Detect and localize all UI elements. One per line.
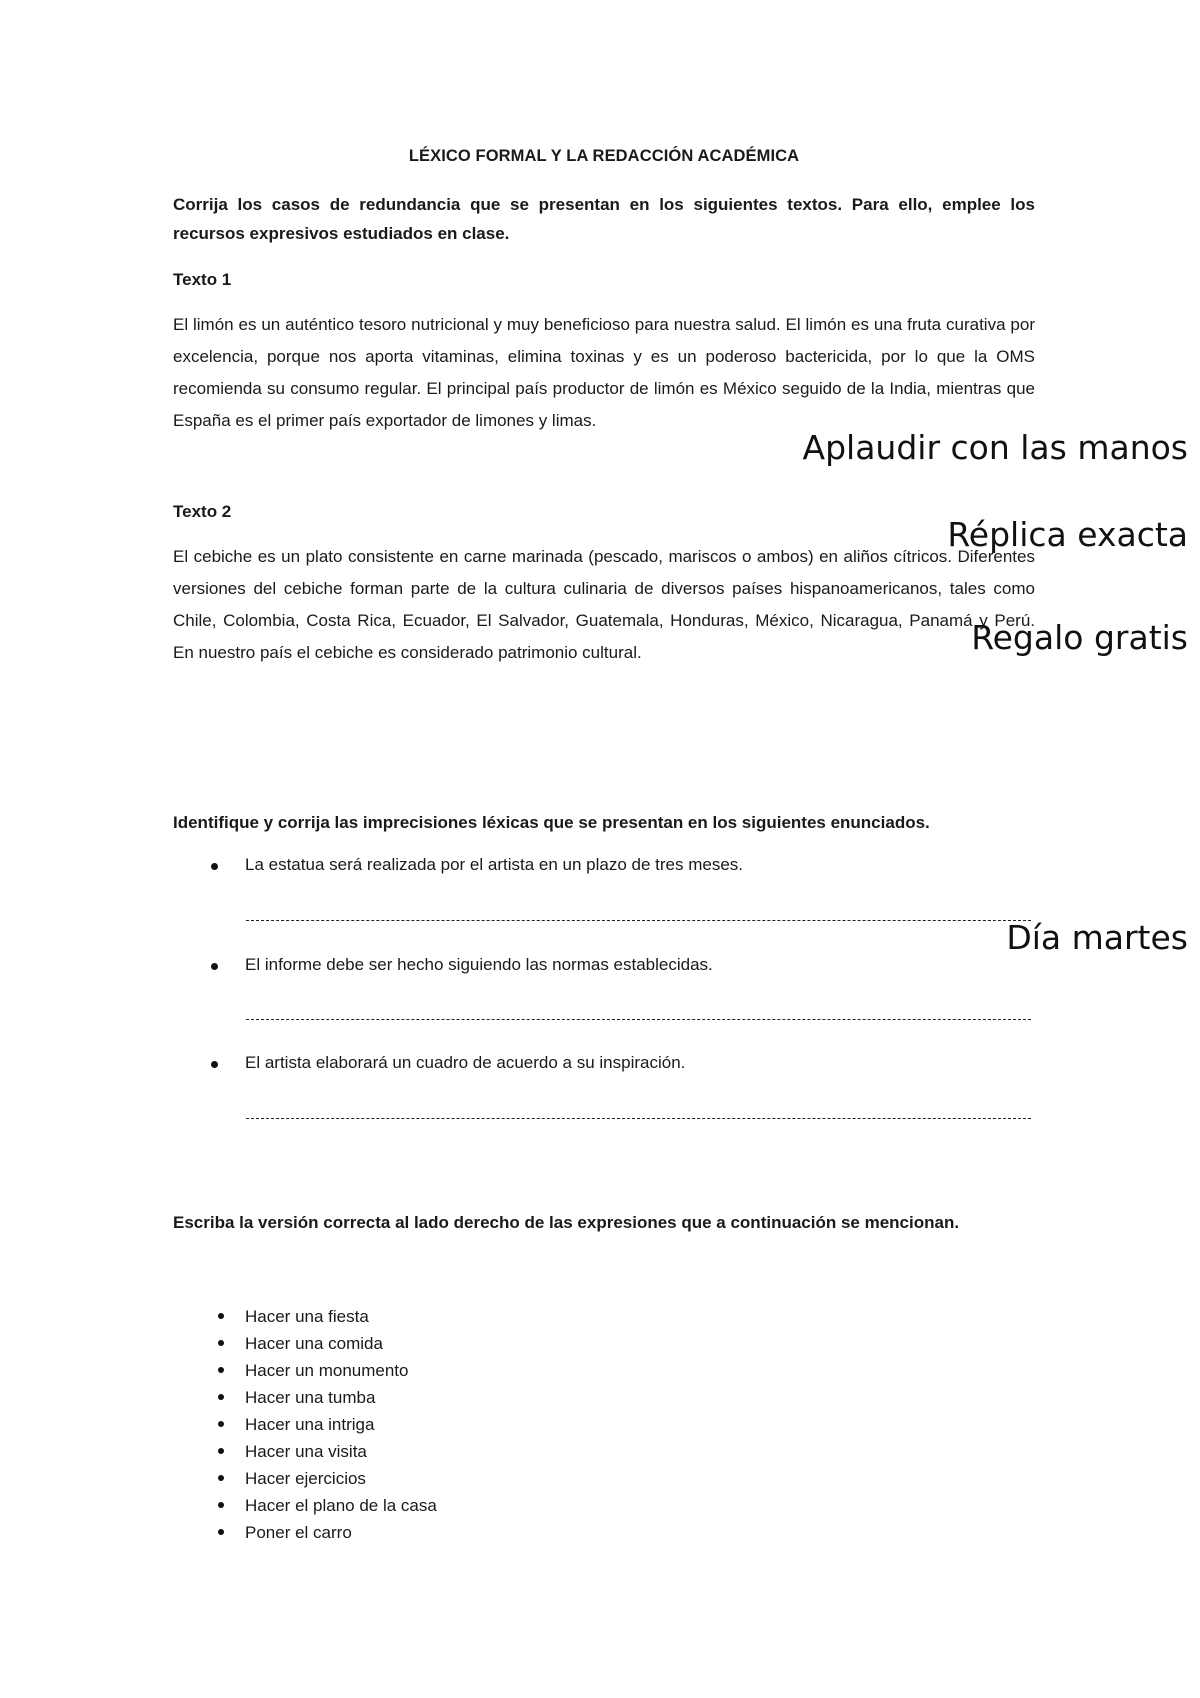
texto2-heading: Texto 2 (173, 502, 232, 521)
expression-list (173, 1303, 773, 1546)
bullet-icon (218, 1529, 224, 1535)
bullet-icon (218, 1475, 224, 1481)
list-item (173, 1384, 773, 1411)
list-item (173, 1330, 773, 1357)
list-item (173, 1438, 773, 1465)
annotation-text: Réplica exacta (947, 515, 1188, 554)
expression-text: Hacer una intriga (245, 1415, 375, 1434)
section3-instruction: Escriba la versión correcta al lado derecho de las expresiones que a continuación se mencionan. (173, 1213, 960, 1232)
expression-text: Hacer un monumento (245, 1361, 409, 1380)
statement-text: La estatua será realizada por el artista en un plazo de tres meses. (245, 855, 744, 874)
answer-line[interactable] (246, 1019, 1031, 1020)
expression-text: Hacer una comida (245, 1334, 383, 1353)
bullet-icon (218, 1367, 224, 1373)
section2-instruction: Identifique y corrija las imprecisiones léxicas que se presentan en los siguientes enunciados. (173, 813, 930, 832)
expression-text: Hacer una visita (245, 1442, 367, 1461)
bullet-icon (211, 963, 218, 970)
bullet-icon (218, 1394, 224, 1400)
list-item (173, 1465, 773, 1492)
expression-text: Hacer una tumba (245, 1388, 376, 1407)
bullet-icon (218, 1502, 224, 1508)
expression-text: Hacer una fiesta (245, 1307, 369, 1326)
list-item (173, 1492, 773, 1519)
expression-text: Poner el carro (245, 1523, 352, 1542)
bullet-icon (218, 1313, 224, 1319)
bullet-icon (218, 1340, 224, 1346)
expression-text: Hacer ejercicios (245, 1469, 366, 1488)
answer-line[interactable] (246, 1118, 1031, 1119)
bullet-icon (218, 1421, 224, 1427)
list-item (173, 1411, 773, 1438)
answer-line[interactable] (246, 920, 1031, 921)
texto1-body: El limón es un auténtico tesoro nutricional y muy beneficioso para nuestra salud. El limón es una fruta curativa por excelencia, porque nos aporta vitaminas, elimina toxinas y es un poderoso bactericida, por lo que la OMS recomienda su consumo regular. El principal país productor de limón es México seguido de la India, mientras que España es el primer país exportador de limones y limas. (173, 315, 1035, 430)
bullet-icon (218, 1448, 224, 1454)
statement-text: El artista elaborará un cuadro de acuerdo a su inspiración. (245, 1053, 686, 1072)
bullet-icon (211, 1061, 218, 1068)
annotation-text: Regalo gratis (971, 618, 1188, 657)
texto1-heading: Texto 1 (173, 270, 232, 289)
texto2-body: El cebiche es un plato consistente en carne marinada (pescado, mariscos o ambos) en aliños cítricos. Diferentes versiones del cebiche forman parte de la cultura culinaria de diversos países hispanoamericanos, tales como Chile, Colombia, Costa Rica, Ecuador, El Salvador, Guatemala, Honduras, México, Nicaragua, Panamá y Perú. En nuestro país el cebiche es considerado patrimonio cultural. (173, 547, 1035, 662)
annotation-text: Aplaudir con las manos (802, 428, 1188, 467)
statement-text: El informe debe ser hecho siguiendo las normas establecidas. (245, 955, 713, 974)
list-item (173, 1519, 773, 1546)
annotation-text: Día martes (1006, 918, 1188, 957)
document-title: LÉXICO FORMAL Y LA REDACCIÓN ACADÉMICA (408, 147, 800, 165)
section1-instruction: Corrija los casos de redundancia que se presentan en los siguientes textos. Para ello, emplee los recursos expresivos estudiados en clase. (173, 195, 1035, 243)
list-item (173, 1303, 773, 1330)
expression-text: Hacer el plano de la casa (245, 1496, 437, 1515)
bullet-icon (211, 863, 218, 870)
list-item (173, 1357, 773, 1384)
